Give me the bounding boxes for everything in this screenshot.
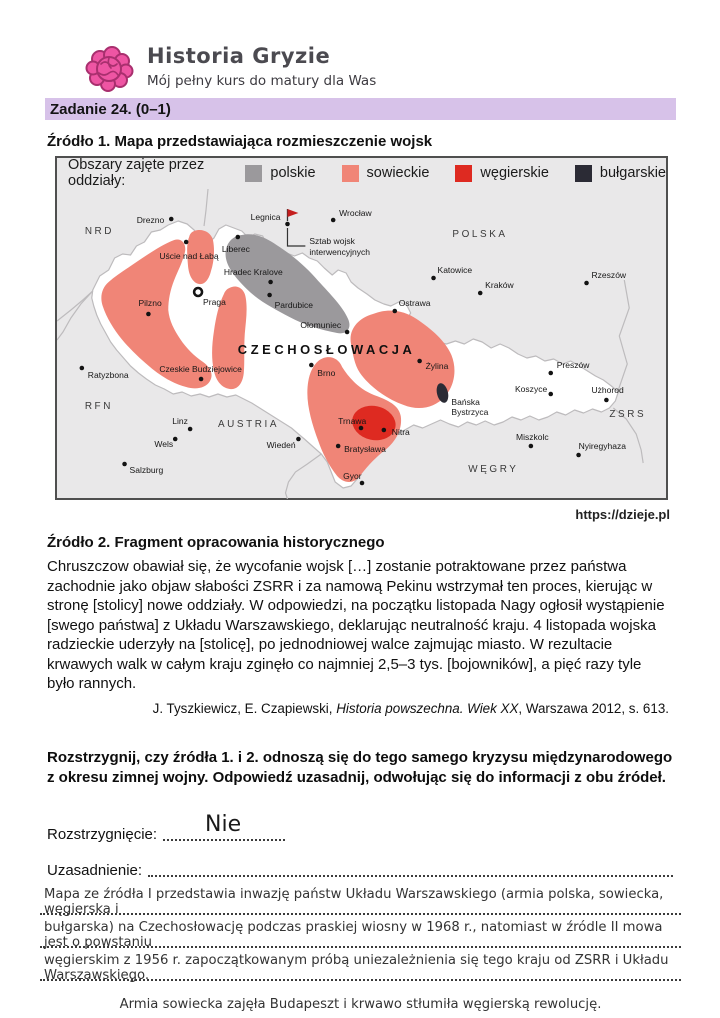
city-dot-Nyiregyhaza: [576, 453, 581, 458]
city-dot-Rzeszów: [584, 281, 589, 286]
hq-callout-line1: Sztab wojsk: [309, 235, 355, 247]
brand-tagline: Mój pełny kurs do matury dla Was: [147, 73, 377, 89]
decision-handwritten-value: Nie: [205, 812, 242, 837]
decision-row: [47, 812, 673, 843]
task-title-bar: [45, 98, 676, 120]
city-label-Wrocław: Wrocław: [339, 207, 372, 219]
source2-citation: J. Tyszkiewicz, E. Czapiewski, Historia powszechna. Wiek XX, Warszawa 2012, s. 613.: [152, 701, 669, 716]
city-dot-Użhorod: [604, 398, 609, 403]
city-dot-Preszów: [548, 371, 553, 376]
city-dot-Ostrawa: [392, 309, 397, 314]
city-dot-Kraków: [478, 291, 483, 296]
task-title: Zadanie 24. (0–1): [50, 100, 171, 118]
city-dot-Bratysława: [336, 444, 341, 449]
hq-flag-icon: [287, 209, 298, 217]
city-label-Koszyce: Koszyce: [514, 383, 548, 395]
city-label-Bratysława: Bratysława: [344, 443, 386, 455]
city-dot-Wiedeń: [296, 437, 301, 442]
justification-row: [47, 862, 673, 879]
city-label-Pardubice: Pardubice: [274, 299, 314, 311]
city-label-Legnica: Legnica: [250, 211, 281, 223]
city-dot-Brno: [309, 363, 314, 368]
decision-label: Rozstrzygnięcie:: [47, 826, 158, 843]
city-dot-Miszkolc: [529, 444, 534, 449]
city-label-Preszów: Preszów: [556, 359, 590, 371]
city-label-Wels: Wels: [154, 438, 174, 450]
city-dot-Salzburg: [122, 462, 127, 467]
city-label-Linz: Linz: [172, 415, 188, 427]
city-label-Użhorod: Użhorod: [591, 384, 624, 396]
city-label-Ołomuniec: Ołomuniec: [300, 319, 342, 331]
justification-label: Uzasadnienie:: [47, 862, 143, 879]
city-dot-Legnica: [285, 222, 290, 227]
city-dot-Uście nad Łabą: [184, 240, 189, 245]
legend-item-bułgarskie: [575, 165, 666, 182]
justification-answer-lines: [40, 882, 681, 1014]
city-dot-Czeskie Budziejowice: [199, 377, 204, 382]
city-dot-Katowice: [431, 276, 436, 281]
source2-heading: Źródło 2. Fragment opracowania historycznego: [47, 534, 385, 551]
city-dot-Ratyzbona: [80, 366, 85, 371]
question-text: Rozstrzygnij, czy źródła 1. i 2. odnoszą się do tego samego kryzysu międzynarodowego z okresu zimnej wojny. Odpowiedź uzasadnij, odwołując się do informacji z obu źródeł.: [47, 749, 673, 786]
city-label-Wiedeń: Wiedeń: [266, 439, 296, 451]
city-dot-Wels: [173, 437, 178, 442]
decision-answer-field[interactable]: [163, 839, 285, 841]
city-label-Drezno: Drezno: [136, 214, 165, 226]
region-label-RFN: RFN: [84, 400, 113, 413]
city-label-Praga: Praga: [203, 296, 226, 308]
region-label-WĘGRY: WĘGRY: [468, 463, 519, 476]
answer-line[interactable]: Mapa ze źródła I przedstawia inwazję państw Układu Warszawskiego (armia polska, sowiecka, węgierska i: [40, 882, 681, 915]
city-label-Miszkolc: Miszkolc: [515, 431, 549, 443]
city-label-Czeskie Budziejowice: Czeskie Budziejowice: [159, 363, 242, 375]
city-label-banska-1: Bańska: [451, 396, 480, 408]
city-dot-Trnawa: [359, 426, 364, 431]
city-label-banska-2: Bystrzyca: [451, 406, 489, 418]
city-dot-Koszyce: [548, 392, 553, 397]
city-dot-Ołomuniec: [345, 330, 350, 335]
city-label-Ostrawa: Ostrawa: [398, 297, 431, 309]
source1-heading: Źródło 1. Mapa przedstawiająca rozmieszczenie wojsk: [47, 133, 433, 150]
legend-item-węgierskie: [455, 165, 549, 182]
city-label-Nyiregyhaza: Nyiregyhaza: [578, 440, 627, 452]
city-label-Żylina: Żylina: [425, 360, 449, 372]
legend-label: węgierskie: [480, 165, 549, 181]
city-label-Ratyzbona: Ratyzbona: [87, 369, 129, 381]
region-label-ZSRS: ZSRS: [609, 408, 647, 421]
legend-item-sowieckie: [342, 165, 430, 182]
city-label-Trnawa: Trnawa: [338, 415, 367, 427]
legend-label: polskie: [270, 165, 316, 181]
legend-caption: Obszary zajęte przez oddziały:: [68, 157, 205, 189]
city-label-Nitra: Nitra: [391, 426, 410, 438]
answer-line[interactable]: węgierskim z 1956 r. zapoczątkowanym próbą uniezależnienia się tego kraju od ZSRR i Układu Warszawskiego.: [40, 948, 681, 981]
citation-title: Historia powszechna. Wiek XX: [336, 701, 519, 716]
city-label-Salzburg: Salzburg: [129, 464, 164, 476]
answer-line: Armia sowiecka zajęła Budapeszt i krwawo stłumiła węgierską rewolucję.: [119, 997, 602, 1012]
city-dot-Pilzno: [146, 312, 151, 317]
city-label-Liberec: Liberec: [221, 243, 250, 255]
city-dot-Nitra: [382, 428, 387, 433]
troop-deployment-map: [55, 156, 668, 500]
answer-line[interactable]: bułgarska) na Czechosłowację podczas praskiej wiosny w 1968 r., natomiast w źródle II mowa jest o powstaniu: [40, 915, 681, 948]
brand-brain-icon: [85, 44, 135, 99]
country-label: CZECHOSŁOWACJA: [237, 341, 416, 358]
city-dot-Gyor: [360, 481, 365, 486]
legend-swatch-icon: [342, 165, 359, 182]
city-dot-Drezno: [169, 217, 174, 222]
region-label-POLSKA: POLSKA: [452, 228, 508, 241]
hq-callout-line: [287, 228, 305, 246]
site-header: [85, 44, 376, 99]
legend-label: bułgarskie: [599, 165, 666, 181]
city-label-Pilzno: Pilzno: [138, 297, 162, 309]
city-dot-Żylina: [417, 359, 422, 364]
city-dot-Wrocław: [331, 218, 336, 223]
city-label-Kraków: Kraków: [485, 279, 514, 291]
city-label-Rzeszów: Rzeszów: [591, 269, 627, 281]
hq-callout-line2: interwencyjnych: [309, 246, 371, 258]
source2-paragraph: Chruszczow obawiał się, że wycofanie wojsk […] zostanie potraktowane przez państwa zachodnie jako objaw słabości ZSRR i za namową Pekinu wstrzymał ten proces, kierując w stronę [stolicy] nowe oddziały. W odpowiedzi, na początku listopada Nagy ogłosił wystąpienie [swego państwa] z Układu Warszawskiego, deklarując neutralność kraju. 4 listopada wojska radzieckie uderzyły na [stolicę], po jednodniowej walce zajmując miasto. W rezultacie krwawych walk w całym kraju zginęło co najmniej 2,5–3 tys. [bojowników], a pięć razy tyle było rannych.: [47, 558, 665, 692]
city-dot-Hradec Kralove: [268, 280, 273, 285]
city-label-Uście nad Łabą: Uście nad Łabą: [159, 250, 219, 262]
legend-item-polskie: [245, 165, 315, 182]
city-label-Hradec Kralove: Hradec Kralove: [223, 266, 283, 278]
legend-swatch-icon: [575, 165, 592, 182]
legend-swatch-icon: [455, 165, 472, 182]
city-dot-Linz: [188, 427, 193, 432]
map-legend: [57, 158, 666, 188]
city-dot-Liberec: [236, 235, 241, 240]
region-label-NRD: NRD: [84, 225, 115, 238]
brand-title: Historia Gryzie: [147, 44, 331, 68]
map-canvas: [57, 188, 666, 499]
legend-label: sowieckie: [366, 165, 430, 181]
justification-answer-field[interactable]: [148, 875, 673, 877]
legend-swatch-icon: [245, 165, 262, 182]
city-label-Brno: Brno: [317, 367, 336, 379]
city-label-Katowice: Katowice: [437, 264, 473, 276]
city-label-Gyor: Gyor: [343, 470, 362, 482]
region-label-AUSTRIA: AUSTRIA: [217, 418, 280, 431]
city-dot-Pardubice: [267, 293, 272, 298]
map-source-link[interactable]: https://dzieje.pl: [575, 507, 670, 522]
